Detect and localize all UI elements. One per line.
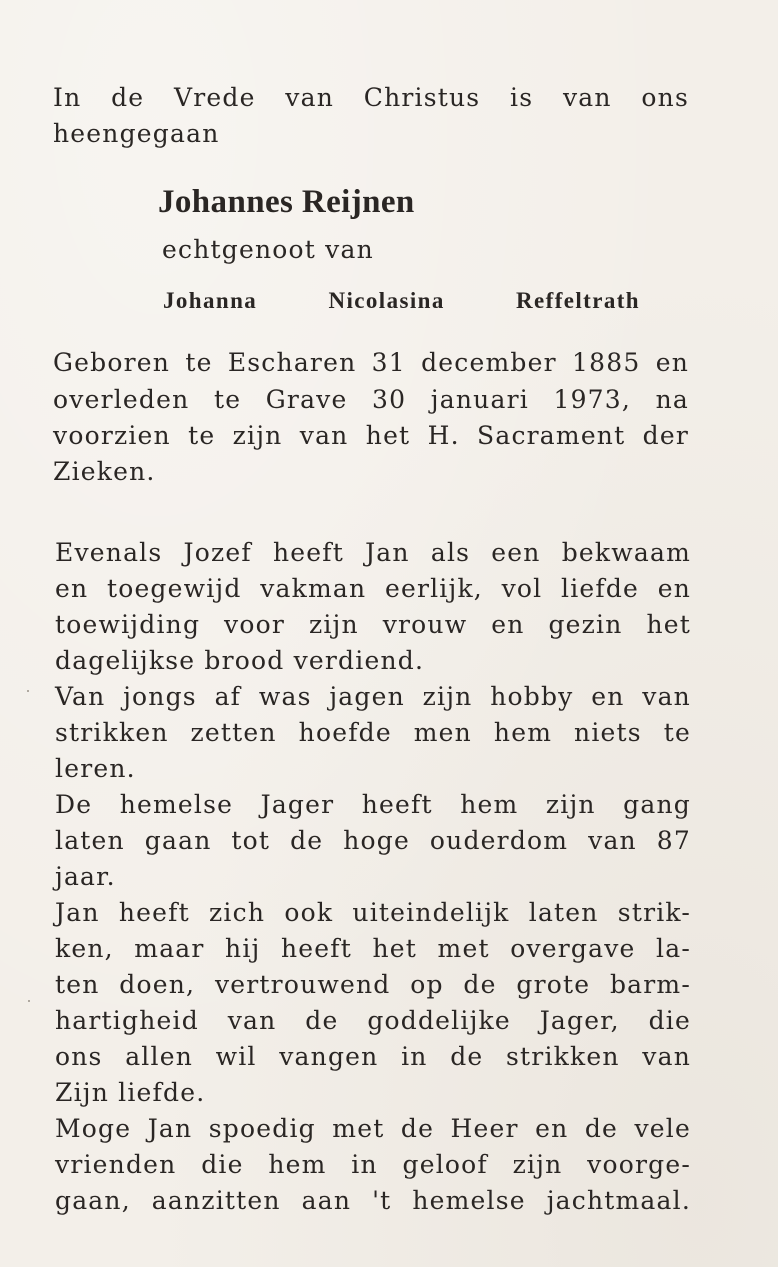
text-line-6: strikken zetten hoefde men hem niets te bbox=[55, 718, 691, 747]
deceased-name: Johannes Reijnen bbox=[158, 184, 415, 220]
text-line-10: jaar. bbox=[55, 862, 116, 891]
text-line-8: De hemelse Jager heeft hem zijn gang bbox=[55, 790, 691, 819]
paper-speck bbox=[28, 1000, 30, 1002]
text-line-11: Jan heeft zich ook uiteindelijk laten strik- bbox=[55, 898, 691, 927]
details-line-3: voorzien te zijn van het H. Sacrament der bbox=[53, 421, 689, 450]
intro-line-1: In de Vrede van Christus is van ons bbox=[53, 83, 689, 112]
text-line-5: Van jongs af was jagen zijn hobby en van bbox=[55, 682, 691, 711]
text-line-17: Moge Jan spoedig met de Heer en de vele bbox=[55, 1114, 691, 1143]
text-line-18: vrienden die hem in geloof zijn voorge- bbox=[55, 1150, 691, 1179]
relation-text: echtgenoot van bbox=[162, 235, 374, 264]
intro-line-2: heengegaan bbox=[53, 119, 220, 148]
details-line-1: Geboren te Escharen 31 december 1885 en bbox=[53, 348, 689, 377]
paper-speck bbox=[27, 690, 29, 692]
details-line-4: Zieken. bbox=[53, 457, 156, 486]
text-line-16: Zijn liefde. bbox=[55, 1078, 206, 1107]
spouse-name: Johanna Nicolasina Reffeltrath bbox=[163, 288, 640, 313]
text-line-4: dagelijkse brood verdiend. bbox=[55, 646, 425, 675]
text-line-1: Evenals Jozef heeft Jan als een bekwaam bbox=[55, 538, 691, 567]
text-line-19: gaan, aanzitten aan 't hemelse jachtmaal. bbox=[55, 1186, 691, 1215]
details-line-2: overleden te Grave 30 januari 1973, na bbox=[53, 385, 689, 414]
text-line-14: hartigheid van de goddelijke Jager, die bbox=[55, 1006, 691, 1035]
text-line-2: en toegewijd vakman eerlijk, vol liefde en bbox=[55, 574, 691, 603]
text-line-3: toewijding voor zijn vrouw en gezin het bbox=[55, 610, 691, 639]
text-line-12: ken, maar hij heeft het met overgave la- bbox=[55, 934, 691, 963]
text-line-13: ten doen, vertrouwend op de grote barm- bbox=[55, 970, 691, 999]
text-line-15: ons allen wil vangen in de strikken van bbox=[55, 1042, 691, 1071]
text-line-7: leren. bbox=[55, 754, 136, 783]
text-line-9: laten gaan tot de hoge ouderdom van 87 bbox=[55, 826, 691, 855]
